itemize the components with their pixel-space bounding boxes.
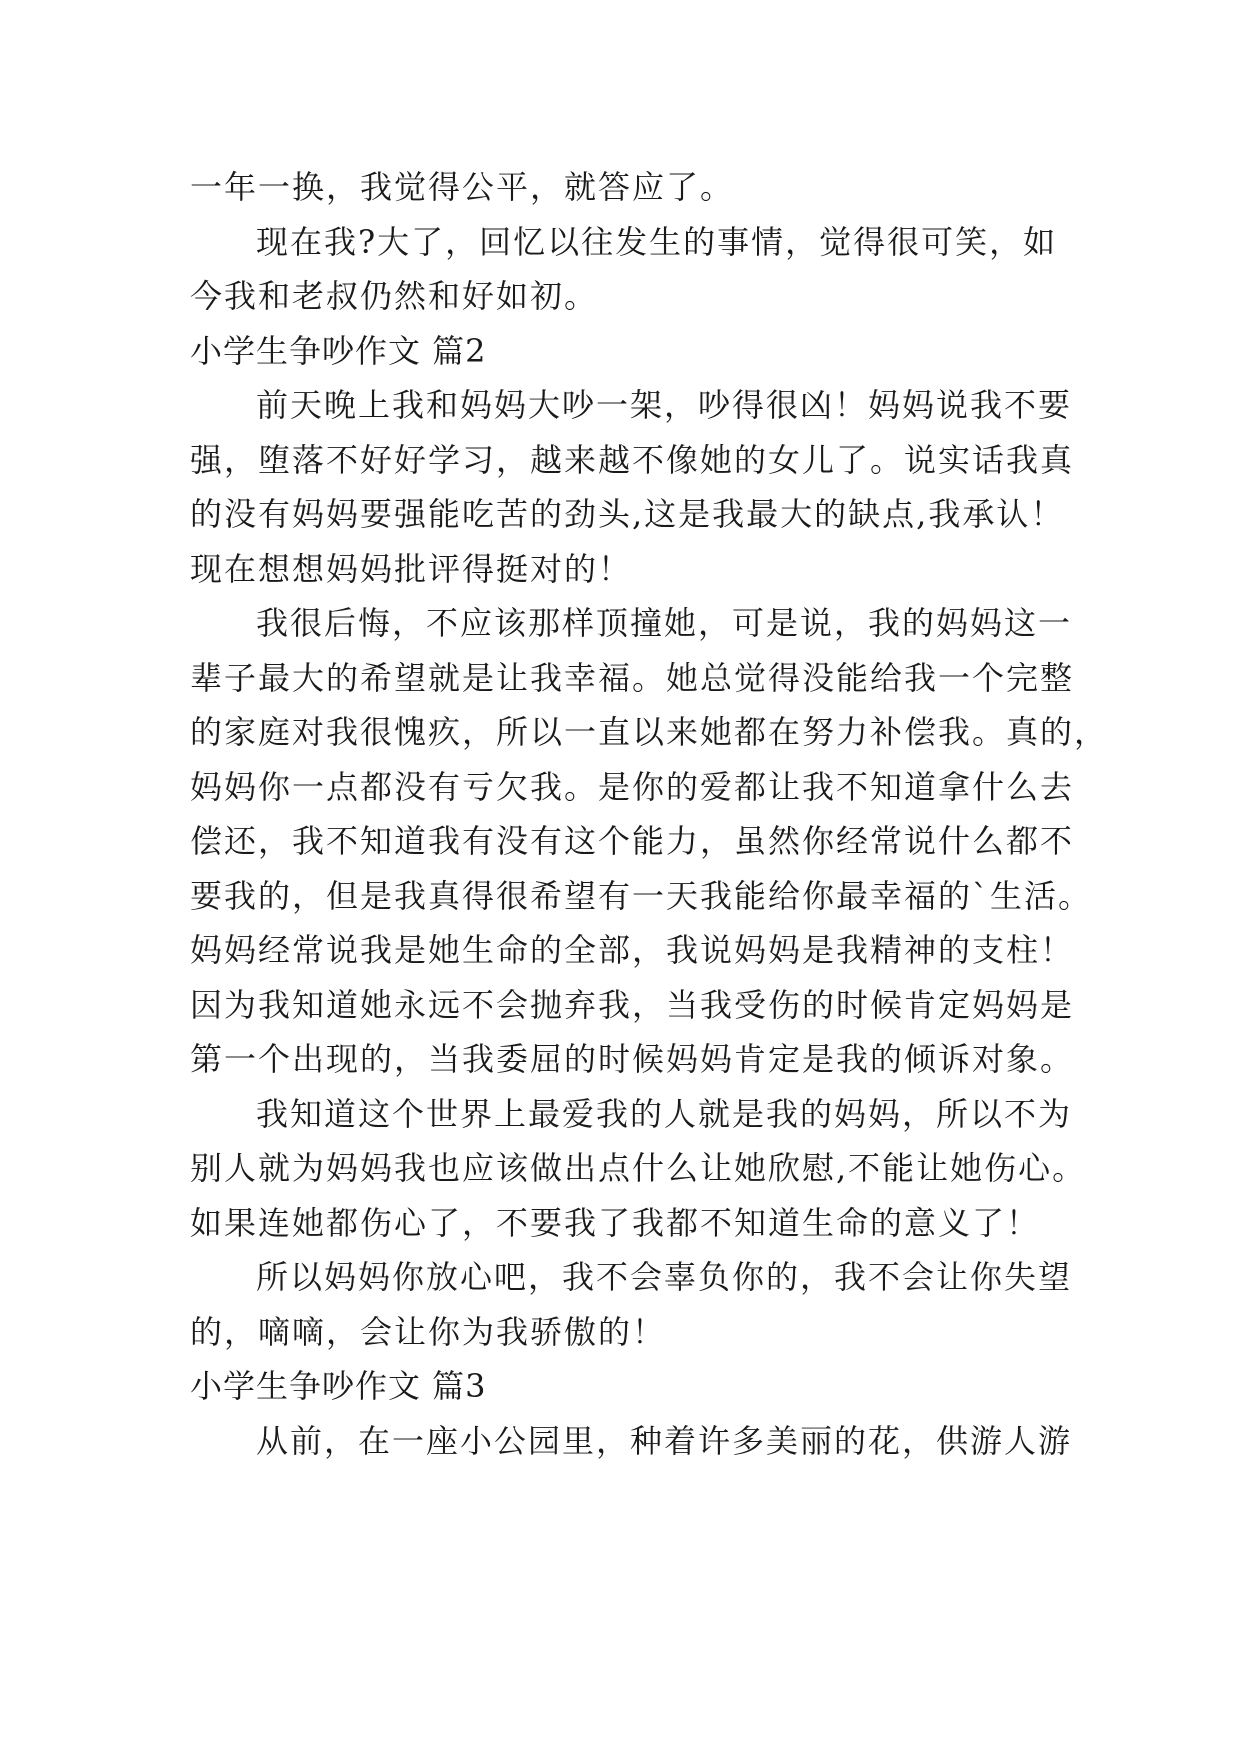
text-line: 我知道这个世界上最爱我的人就是我的妈妈，所以不为 [256,1094,1073,1133]
text-line: 辈子最大的希望就是让我幸福。她总觉得没能给我一个完整 [190,658,1075,697]
document-body [190,160,1109,1468]
heading-text: 小学生争吵作文 篇3 [190,1367,487,1405]
text-line: 今我和老叔仍然和好如初。 [190,277,599,315]
text-line: 要我的，但是我真得很希望有一天我能给你最幸福的`生活。 [190,876,1093,915]
text-line: 第一个出现的，当我委屈的时候妈妈肯定是我的倾诉对象。 [190,1040,1075,1078]
section-heading [190,324,1070,379]
text-line: 前天晚上我和妈妈大吵一架，吵得很凶！妈妈说我不要 [256,386,1073,424]
text-line: 强，堕落不好好学习，越来越不像她的女儿了。说实话我真 [190,440,1075,479]
paragraph [190,215,1070,324]
paragraph [190,1414,1073,1469]
text-line: 从前，在一座小公园里，种着许多美丽的花，供游人游 [256,1421,1073,1460]
paragraph [190,378,1075,596]
text-line: 别人就为妈妈我也应该做出点什么让她欣慰,不能让她伤心。 [190,1149,1087,1187]
text-line: 偿还，我不知道我有没有这个能力，虽然你经常说什么都不 [190,822,1075,860]
text-line: 我很后悔，不应该那样顶撞她，可是说，我的妈妈这一 [256,604,1073,642]
text-line: 妈妈经常说我是她生命的全部，我说妈妈是我精神的支柱！ [190,931,1075,969]
text-line: 所以妈妈你放心吧，我不会辜负你的，我不会让你失望 [256,1258,1073,1296]
heading-text: 小学生争吵作文 篇2 [190,331,487,370]
text-line: 的，嘀嘀，会让你为我骄傲的！ [190,1312,667,1351]
text-line: 现在想想妈妈批评得挺对的！ [190,549,633,588]
text-line: 现在我?大了，回忆以往发生的事情，觉得很可笑，如 [256,222,1058,261]
text-line: 的没有妈妈要强能吃苦的劲头,这是我最大的缺点,我承认！ [190,495,1065,533]
text-line: 如果连她都伤心了，不要我了我都不知道生命的意义了！ [190,1203,1041,1242]
paragraph [190,1250,1073,1359]
paragraph [190,596,1109,1087]
text-line: 因为我知道她永远不会抛弃我，当我受伤的时候肯定妈妈是 [190,985,1075,1024]
section-heading [190,1359,1070,1414]
text-line: 妈妈你一点都没有亏欠我。是你的爱都让我不知道拿什么去 [190,767,1075,806]
text-line: 的家庭对我很愧疚，所以一直以来她都在努力补偿我。真的， [190,713,1109,751]
paragraph [190,1087,1087,1251]
paragraph [190,160,1070,215]
text-line: 一年一换，我觉得公平，就答应了。 [190,168,735,206]
